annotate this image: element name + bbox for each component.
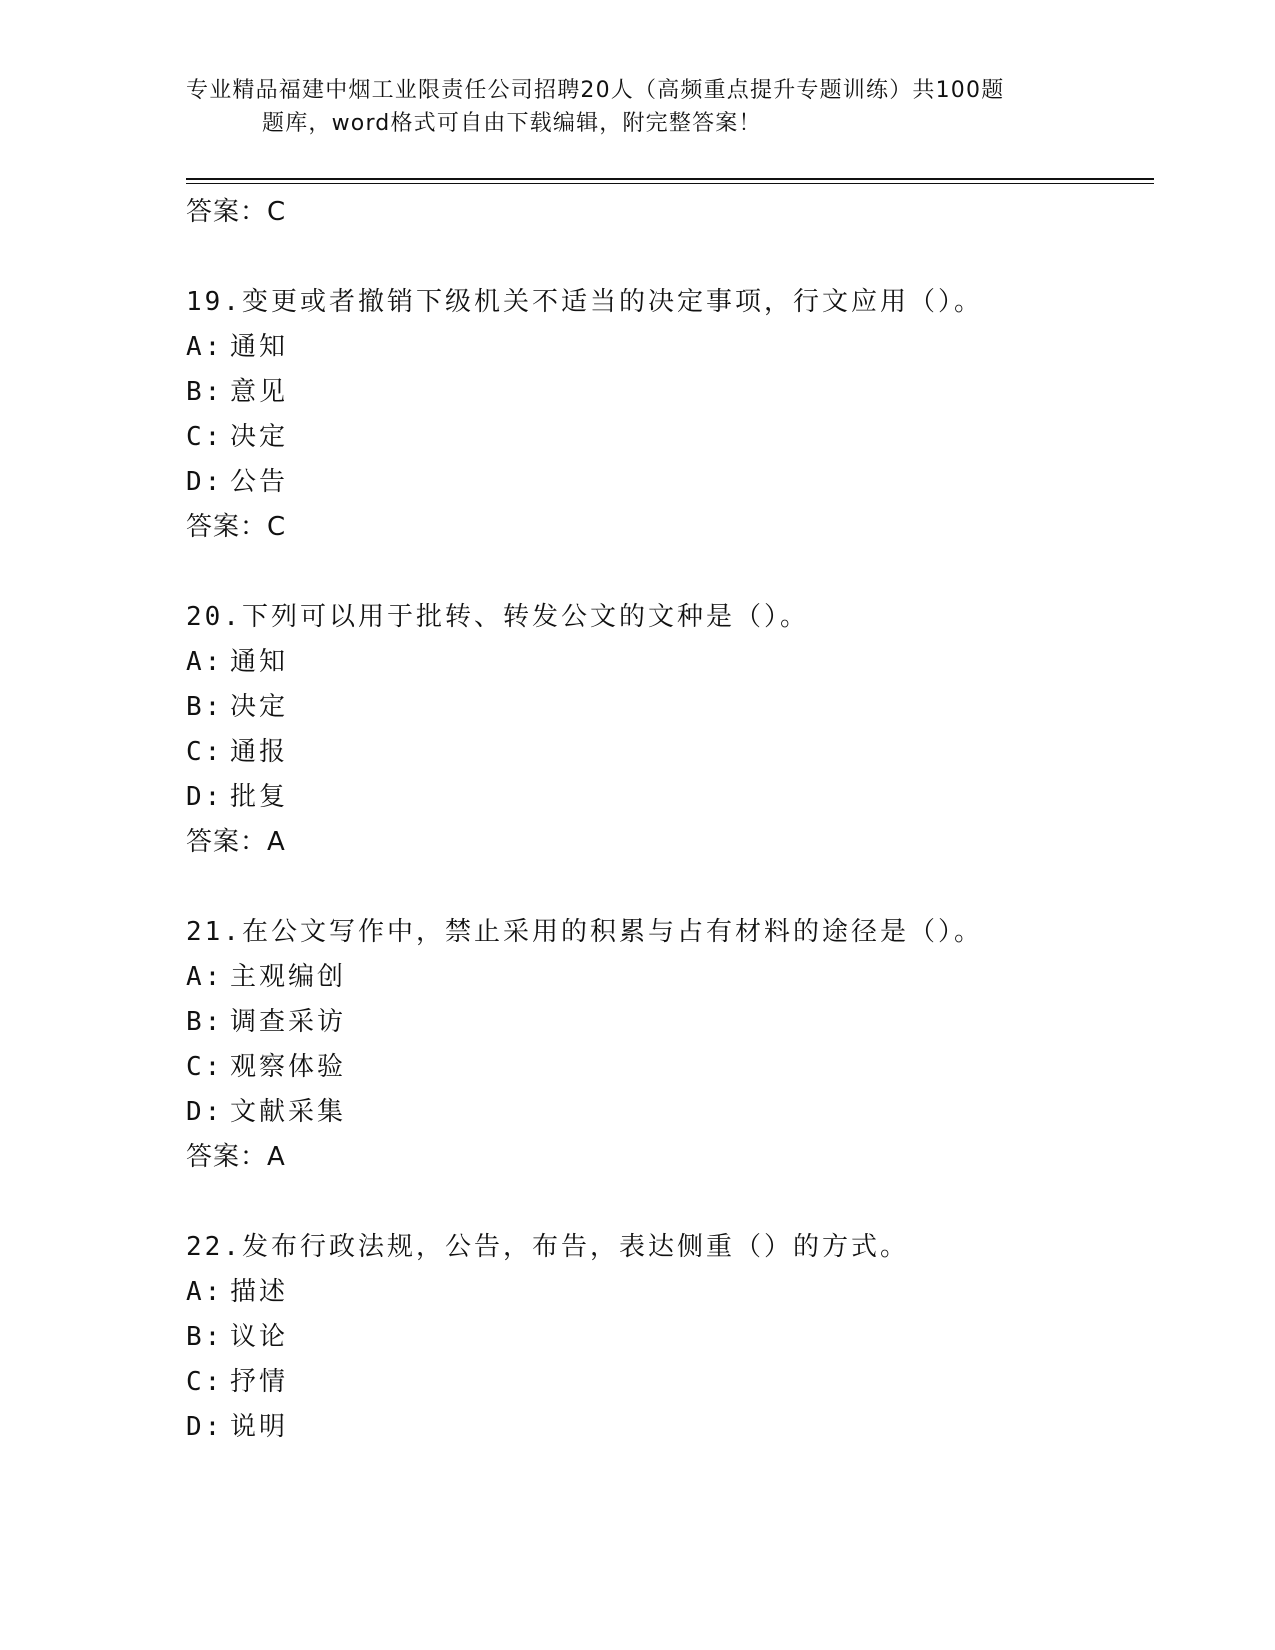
option-a bbox=[186, 640, 1154, 685]
option-c bbox=[186, 1045, 1154, 1090]
option-text: 描述 bbox=[230, 1277, 289, 1307]
option-text: 观察体验 bbox=[230, 1052, 347, 1082]
question-stem: 20.下列可以用于批转、转发公文的文种是（）。 bbox=[186, 602, 809, 632]
option-text: 通报 bbox=[230, 737, 289, 767]
option-text: 决定 bbox=[230, 692, 289, 722]
question-item bbox=[186, 280, 1154, 549]
option-text: 文献采集 bbox=[230, 1097, 347, 1127]
header-title-line-2: 题库，word格式可自由下载编辑，附完整答案！ bbox=[262, 111, 762, 136]
option-key: B: bbox=[186, 1322, 224, 1352]
option-text: 说明 bbox=[230, 1412, 289, 1442]
option-key: A: bbox=[186, 1277, 224, 1307]
option-key: D: bbox=[186, 467, 224, 497]
option-a bbox=[186, 955, 1154, 1000]
option-b bbox=[186, 1315, 1154, 1360]
option-c bbox=[186, 730, 1154, 775]
option-text: 批复 bbox=[230, 782, 289, 812]
option-d bbox=[186, 1090, 1154, 1135]
question-list bbox=[186, 190, 1154, 1450]
option-key: C: bbox=[186, 737, 224, 767]
answer-line: 答案：C bbox=[186, 197, 287, 227]
option-key: C: bbox=[186, 1052, 224, 1082]
answer-line: 答案：C bbox=[186, 512, 287, 542]
option-key: C: bbox=[186, 422, 224, 452]
option-d bbox=[186, 460, 1154, 505]
option-key: D: bbox=[186, 782, 224, 812]
option-text: 决定 bbox=[230, 422, 289, 452]
option-text: 通知 bbox=[230, 332, 289, 362]
question-item bbox=[186, 910, 1154, 1179]
option-key: C: bbox=[186, 1367, 224, 1397]
option-key: A: bbox=[186, 647, 224, 677]
option-key: D: bbox=[186, 1412, 224, 1442]
header-title-line-1: 专业精品福建中烟工业限责任公司招聘20人（高频重点提升专题训练）共100题 bbox=[186, 78, 1005, 103]
option-text: 议论 bbox=[230, 1322, 289, 1352]
option-key: A: bbox=[186, 962, 224, 992]
option-text: 主观编创 bbox=[230, 962, 347, 992]
option-d bbox=[186, 775, 1154, 820]
question-item bbox=[186, 1225, 1154, 1450]
question-item bbox=[186, 595, 1154, 864]
question-stem: 22.发布行政法规，公告，布告，表达侧重（）的方式。 bbox=[186, 1232, 909, 1262]
option-c bbox=[186, 415, 1154, 460]
option-d bbox=[186, 1405, 1154, 1450]
option-text: 抒情 bbox=[230, 1367, 289, 1397]
option-b bbox=[186, 370, 1154, 415]
header-divider-thin bbox=[186, 183, 1154, 184]
option-key: D: bbox=[186, 1097, 224, 1127]
option-key: B: bbox=[186, 1007, 224, 1037]
answer-line: 答案：A bbox=[186, 827, 286, 857]
option-c bbox=[186, 1360, 1154, 1405]
option-text: 公告 bbox=[230, 467, 289, 497]
option-a bbox=[186, 1270, 1154, 1315]
document-header bbox=[186, 74, 1066, 140]
option-b bbox=[186, 1000, 1154, 1045]
option-key: B: bbox=[186, 692, 224, 722]
option-a bbox=[186, 325, 1154, 370]
option-key: B: bbox=[186, 377, 224, 407]
option-b bbox=[186, 685, 1154, 730]
option-text: 通知 bbox=[230, 647, 289, 677]
header-divider-thick bbox=[186, 178, 1154, 180]
option-key: A: bbox=[186, 332, 224, 362]
answer-line: 答案：A bbox=[186, 1142, 286, 1172]
option-text: 意见 bbox=[230, 377, 289, 407]
option-text: 调查采访 bbox=[230, 1007, 347, 1037]
question-stem: 19.变更或者撤销下级机关不适当的决定事项，行文应用（）。 bbox=[186, 287, 983, 317]
question-stem: 21.在公文写作中，禁止采用的积累与占有材料的途径是（）。 bbox=[186, 917, 983, 947]
